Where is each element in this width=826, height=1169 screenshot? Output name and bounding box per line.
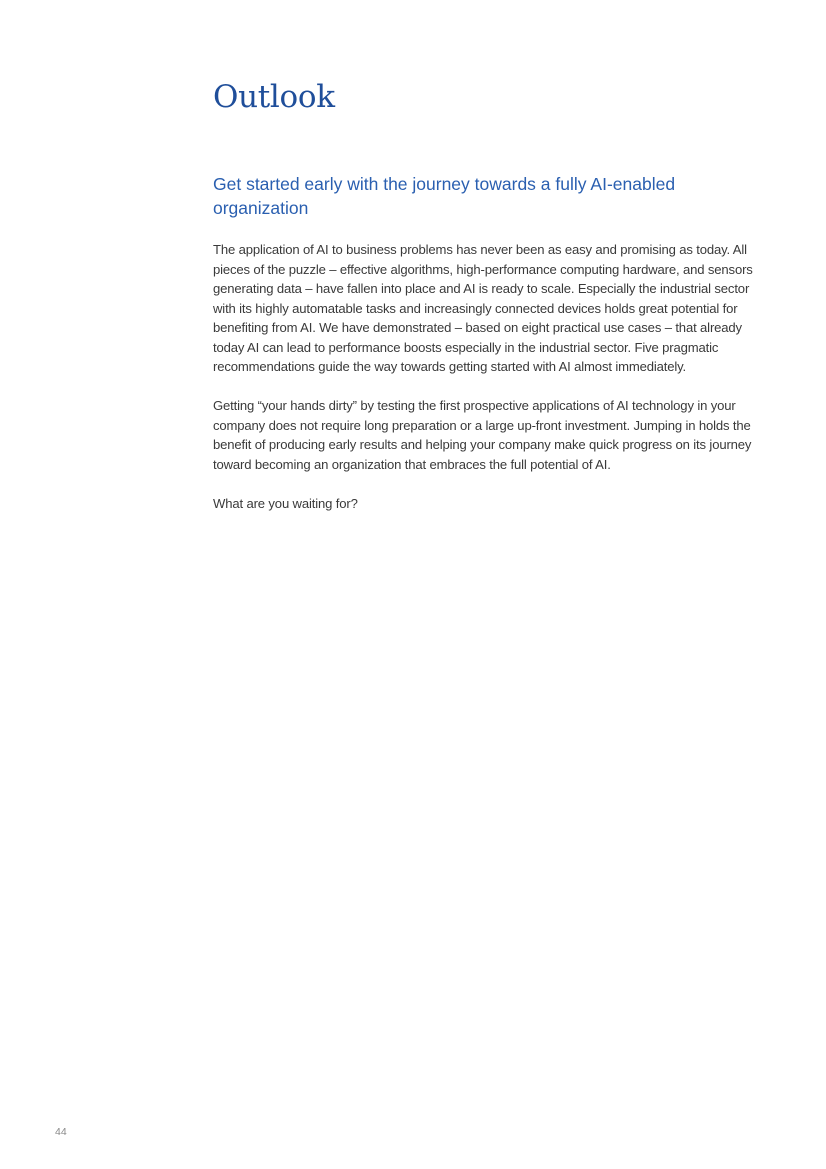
paragraph-2: Getting “your hands dirty” by testing the first prospective applications of AI technology in your company does not require long preparation or a large up-front investment. Jumping in holds the benefit of producing early results and helping your company make quick progress on its journey toward becoming an organization that embraces the full potential of AI. bbox=[213, 398, 752, 472]
body-text bbox=[213, 240, 753, 533]
page-number: 44 bbox=[55, 1126, 67, 1138]
paragraph-3: What are you waiting for? bbox=[213, 495, 358, 511]
paragraph-1: The application of AI to business problems has never been as easy and promising as today. All pieces of the puzzle – effective algorithms, high-performance computing hardware, and sensors generating data – have fallen into place and AI is ready to scale. Especially the industrial sector with its highly automatable tasks and increasingly connected devices holds great potential for benefiting from AI. We have demonstrated – based on eight practical use cases – that already today AI can lead to performance boosts especially in the industrial sector. Five pragmatic recommendations guide the way towards getting started with AI almost immediately. bbox=[213, 242, 753, 374]
page-title: Outlook bbox=[213, 79, 335, 115]
section-subheading: Get started early with the journey towards a fully AI-enabled organization bbox=[213, 174, 676, 218]
